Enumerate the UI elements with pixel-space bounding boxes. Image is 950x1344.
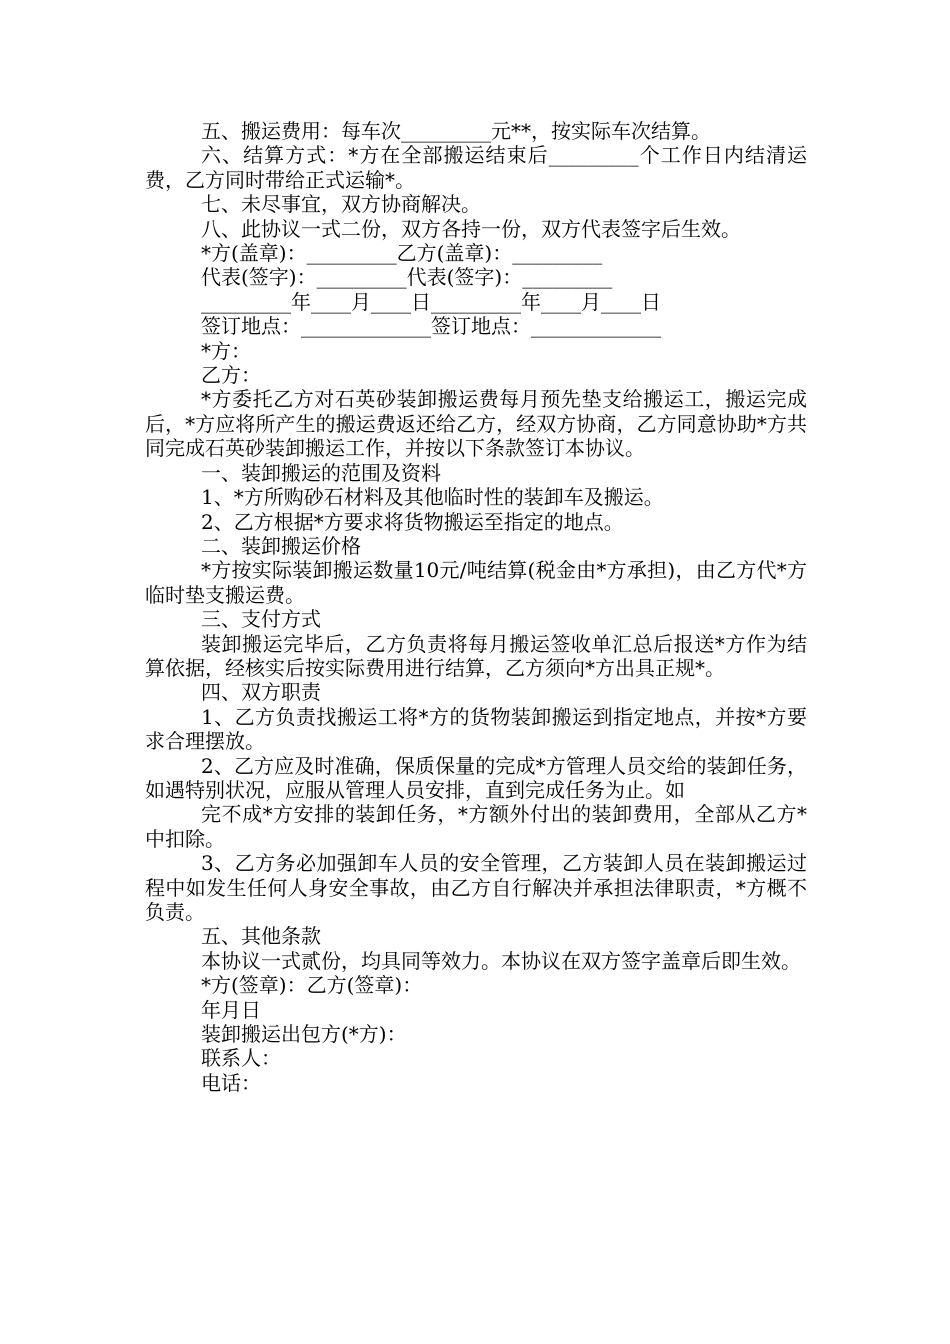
paragraph-scope-1: 1、*方所购砂石材料及其他临时性的装卸车及搬运。 [201,485,664,510]
section-heading-scope: 一、装卸搬运的范围及资料 [201,460,441,485]
section-heading-price: 二、装卸搬运价格 [201,533,361,558]
paragraph-price: *方按实际装卸搬运数量10元/吨结算(税金由*方承担)，由乙方代*方临时垫支搬运费。 [145,558,807,607]
phone-line: 电话： [201,1070,261,1095]
signature-block-line: *方(签章)：乙方(签章)： [201,973,423,998]
paragraph-fee: 五、搬运费用：每车次_________元**，按实际车次结算。 [201,119,711,143]
paragraph-other: 本协议一式贰份，均具同等效力。本协议在双方签字盖章后即生效。 [201,948,801,973]
paragraph-duty-3: 3、乙方务必加强卸车人员的安全管理，乙方装卸人员在装卸搬运过程中如发生任何人身安全事故，由乙方自行解决并承担法律职责，*方概不负责。 [145,851,807,924]
section-heading-duties: 四、双方职责 [201,680,321,705]
party-a-line: *方： [201,338,251,363]
contractor-line: 装卸搬运出包方(*方)： [201,1022,407,1047]
section-heading-other: 五、其他条款 [201,924,321,949]
paragraph-duty-1: 1、乙方负责找搬运工将*方的货物装卸搬运到指定地点，并按*方要求合理摆放。 [145,704,807,754]
party-b-line: 乙方： [201,363,261,388]
paragraph-duty-2-continued: 完不成*方安排的装卸任务，*方额外付出的装卸费用，全部从乙方*中扣除。 [145,802,807,851]
paragraph-scope-2: 2、乙方根据*方要求将货物搬运至指定的地点。 [201,509,624,534]
paragraph-payment: 装卸搬运完毕后，乙方负责将每月搬运签收单汇总后报送*方作为结算依据，经核实后按实际费用进行结算，乙方须向*方出具正规*。 [145,631,807,680]
signing-place-line: 签订地点：_____________签订地点：_____________ [201,314,661,339]
paragraph-preamble: *方委托乙方对石英砂装卸搬运费每月预先垫支给搬运工，搬运完成后，*方应将所产生的搬运费返还给乙方，经双方协商，乙方同意协助*方共同完成石英砂装卸搬运工作，并按以下条款签订本协议。 [145,387,807,461]
seal-line: *方(盖章)：_________乙方(盖章)：_________ [201,241,603,266]
date-line: _________年____月____日_________年____月____日 [201,289,661,314]
paragraph-unfinished-matters: 七、未尽事宜，双方协商解决。 [201,192,481,217]
section-heading-payment: 三、支付方式 [201,607,321,632]
contact-person-line: 联系人： [201,1046,281,1071]
date-placeholder: 年月日 [201,997,261,1022]
paragraph-duty-2: 2、乙方应及时准确，保质保量的完成*方管理人员交给的装卸任务，如遇特别状况，应服从管理人员安排，直到完成任务为止。如 [145,753,807,802]
paragraph-settlement: 六、结算方式：*方在全部搬运结束后_________个工作日内结清运费，乙方同时带给正式运输*。 [145,143,807,192]
document-body [145,119,807,1095]
paragraph-copies: 八、此协议一式二份，双方各持一份，双方代表签字后生效。 [201,216,741,241]
signature-line: 代表(签字)：_________代表(签字)：_________ [201,265,613,290]
